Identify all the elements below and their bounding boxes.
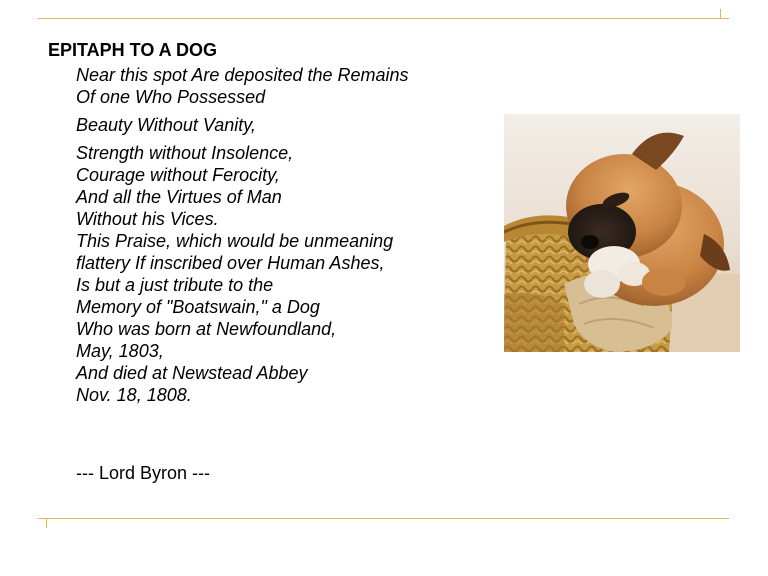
poem-line: Without his Vices. xyxy=(76,209,219,229)
poem-line: Of one Who Possessed xyxy=(76,87,266,107)
bottom-divider xyxy=(38,518,729,519)
top-divider-tick xyxy=(720,9,721,18)
poem-line: Courage without Ferocity, xyxy=(76,165,280,185)
poem-line: Nov. 18, 1808. xyxy=(76,385,192,405)
poem-attribution: --- Lord Byron --- xyxy=(76,463,211,483)
poem-line: Strength without Insolence, xyxy=(76,143,294,163)
poem-line: Is but a just tribute to the xyxy=(76,275,274,295)
poem-body xyxy=(76,64,409,406)
poem-line: flattery If inscribed over Human Ashes, xyxy=(76,253,385,273)
poem-line: Near this spot Are deposited the Remains xyxy=(76,65,409,85)
bottom-divider-tick xyxy=(46,519,47,528)
poem-line: Beauty Without Vanity, xyxy=(76,115,256,135)
poem-line: Memory of "Boatswain," a Dog xyxy=(76,297,320,317)
slide-title: EPITAPH TO A DOG xyxy=(48,40,218,60)
poem-line: And died at Newstead Abbey xyxy=(76,363,308,383)
puppy-photo xyxy=(504,114,740,352)
poem-line: Who was born at Newfoundland, xyxy=(76,319,337,339)
poem-line: May, 1803, xyxy=(76,341,164,361)
poem-line: And all the Virtues of Man xyxy=(76,187,282,207)
poem-line: This Praise, which would be unmeaning xyxy=(76,231,394,251)
top-divider xyxy=(38,18,729,19)
